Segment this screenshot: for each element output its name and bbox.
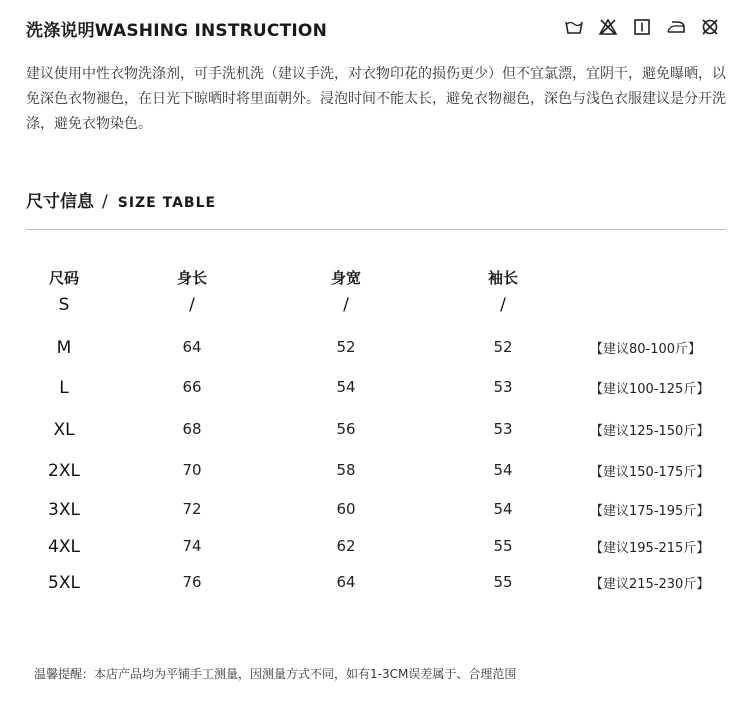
care-icons — [564, 18, 720, 36]
measurement-footnote: 温馨提醒：本店产品均为平铺手工测量，因测量方式不同，如有1-3CM误差属于、合理范围 — [34, 667, 517, 681]
size-cell: 5XL — [48, 573, 80, 593]
width-cell: 56 — [336, 420, 356, 438]
sleeve-cell: 54 — [493, 461, 513, 479]
header-size: 尺码 — [48, 269, 80, 287]
sleeve-cell: 55 — [493, 573, 513, 591]
washing-instructions-text: 建议使用中性衣物洗涤剂，可手洗机洗（建议手洗，对衣物印花的损伤更少）但不宜氯漂，宜阴干，避免曝晒，以免深色衣物褪色，在日光下晾晒时将里面朝外。浸泡时间不能太长，避免衣物褪色，深色与浅色衣服建议是分开洗涤，避免衣物染色。 — [26, 66, 726, 132]
size-cell: L — [59, 378, 69, 398]
length-cell: 76 — [182, 573, 202, 591]
tumble-dry-icon — [632, 18, 652, 36]
sleeve-cell: 52 — [493, 338, 513, 356]
length-cell: 68 — [182, 420, 202, 438]
header-sleeve: 袖长 — [487, 269, 519, 287]
size-cell: XL — [53, 420, 75, 440]
length-cell: 64 — [182, 338, 202, 356]
header-length: 身长 — [176, 269, 208, 287]
sleeve-cell: 54 — [493, 500, 513, 518]
size-cell: 4XL — [48, 537, 80, 557]
table-row — [0, 378, 750, 404]
length-cell: 74 — [182, 537, 202, 555]
table-row — [0, 500, 750, 526]
size-table-heading — [26, 187, 216, 212]
size-cell: S — [58, 295, 70, 315]
weight-note: 【建议150-175斤】 — [590, 465, 710, 480]
weight-note: 【建议125-150斤】 — [590, 424, 710, 439]
width-cell: 64 — [336, 573, 356, 591]
width-cell: 60 — [336, 500, 356, 518]
table-row — [0, 461, 750, 487]
washing-title: 洗涤说明WASHING INSTRUCTION — [26, 21, 328, 41]
no-dry-clean-icon — [700, 18, 720, 36]
size-cell: 2XL — [48, 461, 80, 481]
sleeve-cell: 55 — [493, 537, 513, 555]
size-title-en: SIZE TABLE — [117, 195, 217, 211]
divider — [26, 229, 726, 230]
weight-note: 【建议175-195斤】 — [590, 504, 710, 519]
weight-note: 【建议100-125斤】 — [590, 382, 710, 397]
width-cell: / — [343, 295, 349, 315]
size-title-cn: 尺寸信息 — [26, 192, 94, 212]
table-row — [0, 573, 750, 599]
size-cell: M — [56, 338, 72, 358]
no-bleach-icon — [598, 18, 618, 36]
table-row — [0, 338, 750, 364]
length-cell: 70 — [182, 461, 202, 479]
size-title-separator: / — [102, 192, 108, 212]
sleeve-cell: 53 — [493, 420, 513, 438]
header-width: 身宽 — [330, 269, 362, 287]
table-row — [0, 537, 750, 563]
weight-note: 【建议195-215斤】 — [590, 541, 710, 556]
table-header — [0, 267, 750, 291]
size-cell: 3XL — [48, 500, 80, 520]
table-row — [0, 295, 750, 321]
width-cell: 52 — [336, 338, 356, 356]
width-cell: 58 — [336, 461, 356, 479]
table-row — [0, 420, 750, 446]
width-cell: 62 — [336, 537, 356, 555]
sleeve-cell: 53 — [493, 378, 513, 396]
weight-note: 【建议215-230斤】 — [590, 577, 710, 592]
length-cell: 66 — [182, 378, 202, 396]
length-cell: 72 — [182, 500, 202, 518]
width-cell: 54 — [336, 378, 356, 396]
sleeve-cell: / — [500, 295, 506, 315]
weight-note: 【建议80-100斤】 — [590, 342, 702, 357]
wash-basin-icon — [564, 18, 584, 36]
length-cell: / — [189, 295, 195, 315]
iron-icon — [666, 18, 686, 36]
